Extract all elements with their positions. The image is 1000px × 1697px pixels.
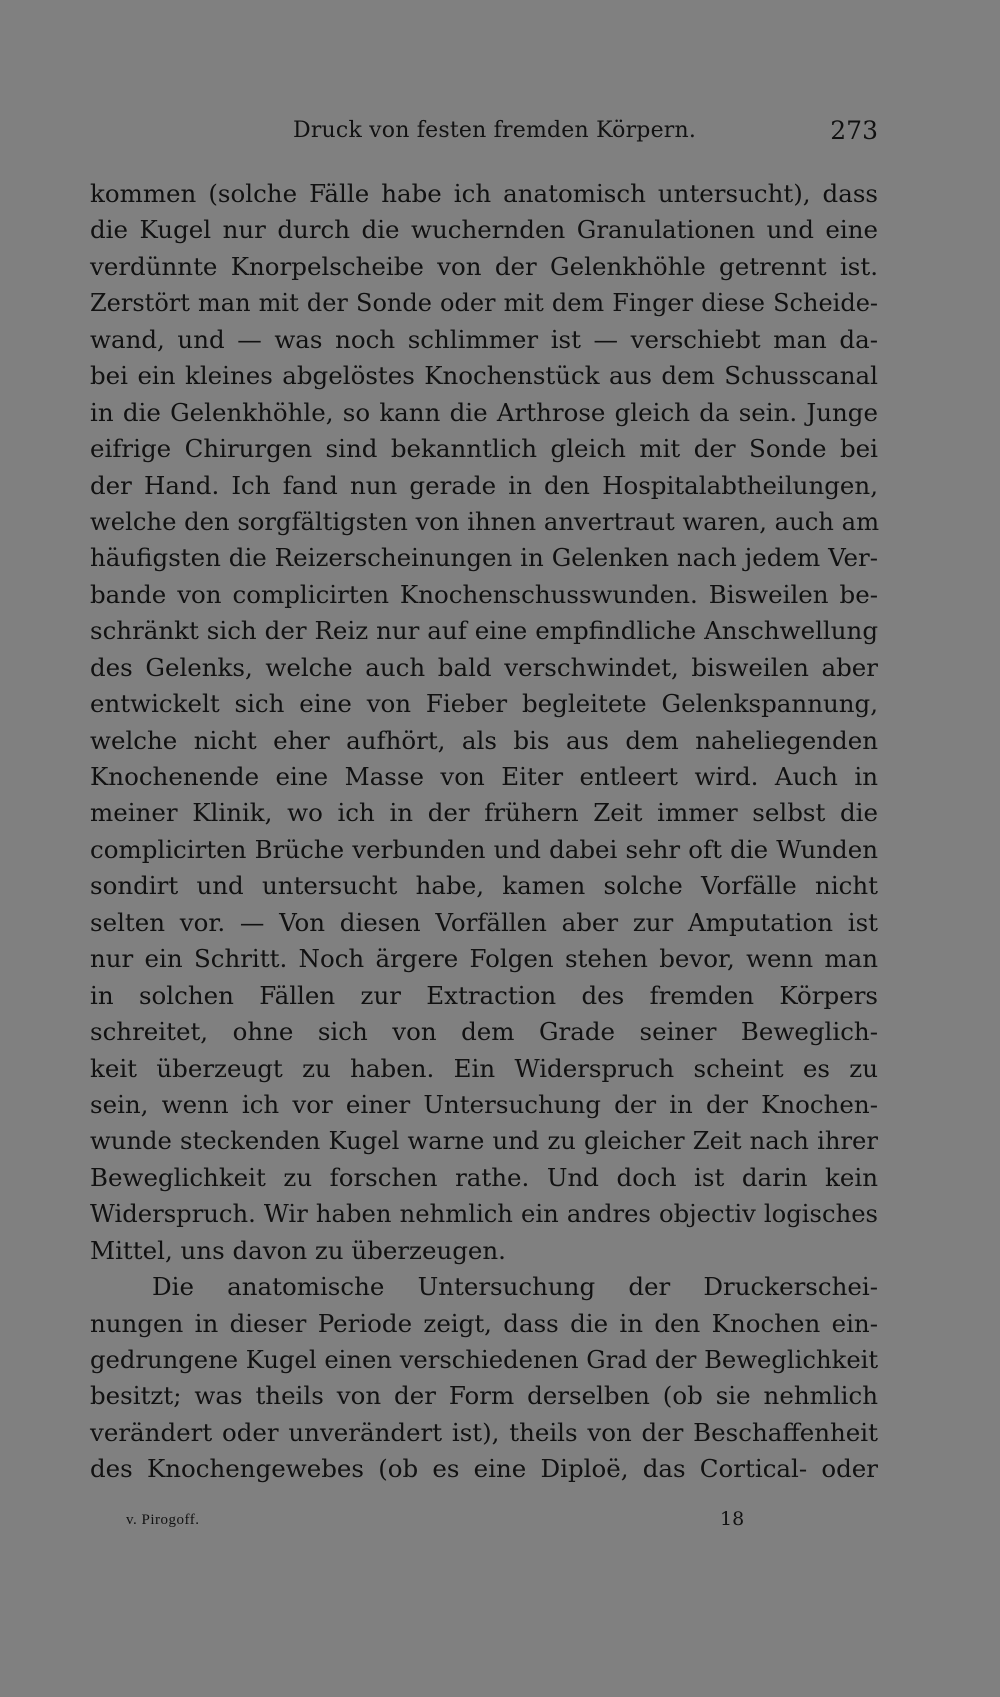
author-name: v. Pirogoff. [126, 1512, 200, 1528]
text-line: Knochenende eine Masse von Eiter entleert wird. Auch in [90, 762, 878, 791]
text-line: meiner Klinik, wo ich in der frühern Zeit immer selbst die [90, 798, 878, 828]
text-line: bande von complicirten Knochenschusswunden. Bisweilen be- [90, 579, 878, 609]
text-line: Zerstört man mit der Sonde oder mit dem Finger diese Scheide- [90, 289, 878, 318]
text-line: kommen (solche Fälle habe ich anatomisch untersucht), dass [90, 179, 878, 208]
text-line: keit überzeugt zu haben. Ein Widerspruch scheint es zu [90, 1053, 878, 1083]
text-line: Beweglichkeit zu forschen rathe. Und doch ist darin kein [90, 1162, 878, 1192]
text-line: schränkt sich der Reiz nur auf eine empfindliche Anschwellung [90, 616, 878, 646]
paragraph-start-line: Die anatomische Untersuchung der Druckerschei- [152, 1272, 878, 1302]
text-line: des Knochengewebes (ob es eine Diploë, das Cortical- oder [90, 1454, 878, 1484]
text-line: verdünnte Knorpelscheibe von der Gelenkhöhle getrennt ist. [90, 251, 878, 281]
text-line: nur ein Schritt. Noch ärgere Folgen stehen bevor, wenn man [90, 944, 878, 974]
text-line: selten vor. — Von diesen Vorfällen aber zur Amputation ist [90, 907, 878, 937]
page-header [88, 118, 878, 152]
text-line: eifrige Chirurgen sind bekanntlich gleich mit der Sonde bei [90, 434, 878, 464]
body-text [90, 176, 878, 1488]
text-line: welche den sorgfältigsten von ihnen anvertraut waren, auch am [90, 506, 880, 536]
text-line: complicirten Brüche verbunden und dabei sehr oft die Wunden [90, 834, 878, 864]
text-line: sein, wenn ich vor einer Untersuchung der in der Knochen- [90, 1089, 878, 1119]
text-line: wunde steckenden Kugel warne und zu gleicher Zeit nach ihrer [90, 1126, 878, 1156]
text-line: häufigsten die Reizerscheinungen in Gelenken nach jedem Ver- [90, 543, 878, 573]
page-footer [126, 1508, 766, 1538]
text-line: nungen in dieser Periode zeigt, dass die in den Knochen ein- [90, 1308, 878, 1338]
text-line: in die Gelenkhöhle, so kann die Arthrose gleich da sein. Junge [90, 397, 878, 427]
signature-mark: 18 [720, 1508, 745, 1530]
text-line: entwickelt sich eine von Fieber begleitete Gelenkspannung, [90, 689, 878, 719]
text-line: welche nicht eher aufhört, als bis aus dem naheliegenden [90, 725, 878, 755]
text-line: des Gelenks, welche auch bald verschwindet, bisweilen aber [90, 652, 878, 682]
text-line: bei ein kleines abgelöstes Knochenstück aus dem Schusscanal [90, 361, 878, 391]
paragraph-end-line: Mittel, uns davon zu überzeugen. [90, 1235, 506, 1265]
page-number: 273 [830, 116, 878, 145]
text-line: Widerspruch. Wir haben nehmlich ein andres objectiv logisches [90, 1199, 878, 1229]
text-line: besitzt; was theils von der Form derselben (ob sie nehmlich [90, 1381, 878, 1411]
text-line: sondirt und untersucht habe, kamen solche Vorfälle nicht [90, 871, 878, 901]
text-line: der Hand. Ich fand nun gerade in den Hospitalabtheilungen, [90, 470, 878, 500]
text-line: die Kugel nur durch die wuchernden Granulationen und eine [90, 215, 878, 245]
running-title: Druck von festen fremden Körpern. [293, 118, 697, 143]
text-line: wand, und — was noch schlimmer ist — verschiebt man da- [90, 324, 878, 354]
text-line: verändert oder unverändert ist), theils von der Beschaffenheit [90, 1417, 878, 1447]
text-line: gedrungene Kugel einen verschiedenen Grad der Beweglichkeit [90, 1345, 879, 1374]
text-line: in solchen Fällen zur Extraction des fremden Körpers [90, 980, 878, 1010]
text-line: schreitet, ohne sich von dem Grade seiner Beweglich- [90, 1017, 878, 1047]
